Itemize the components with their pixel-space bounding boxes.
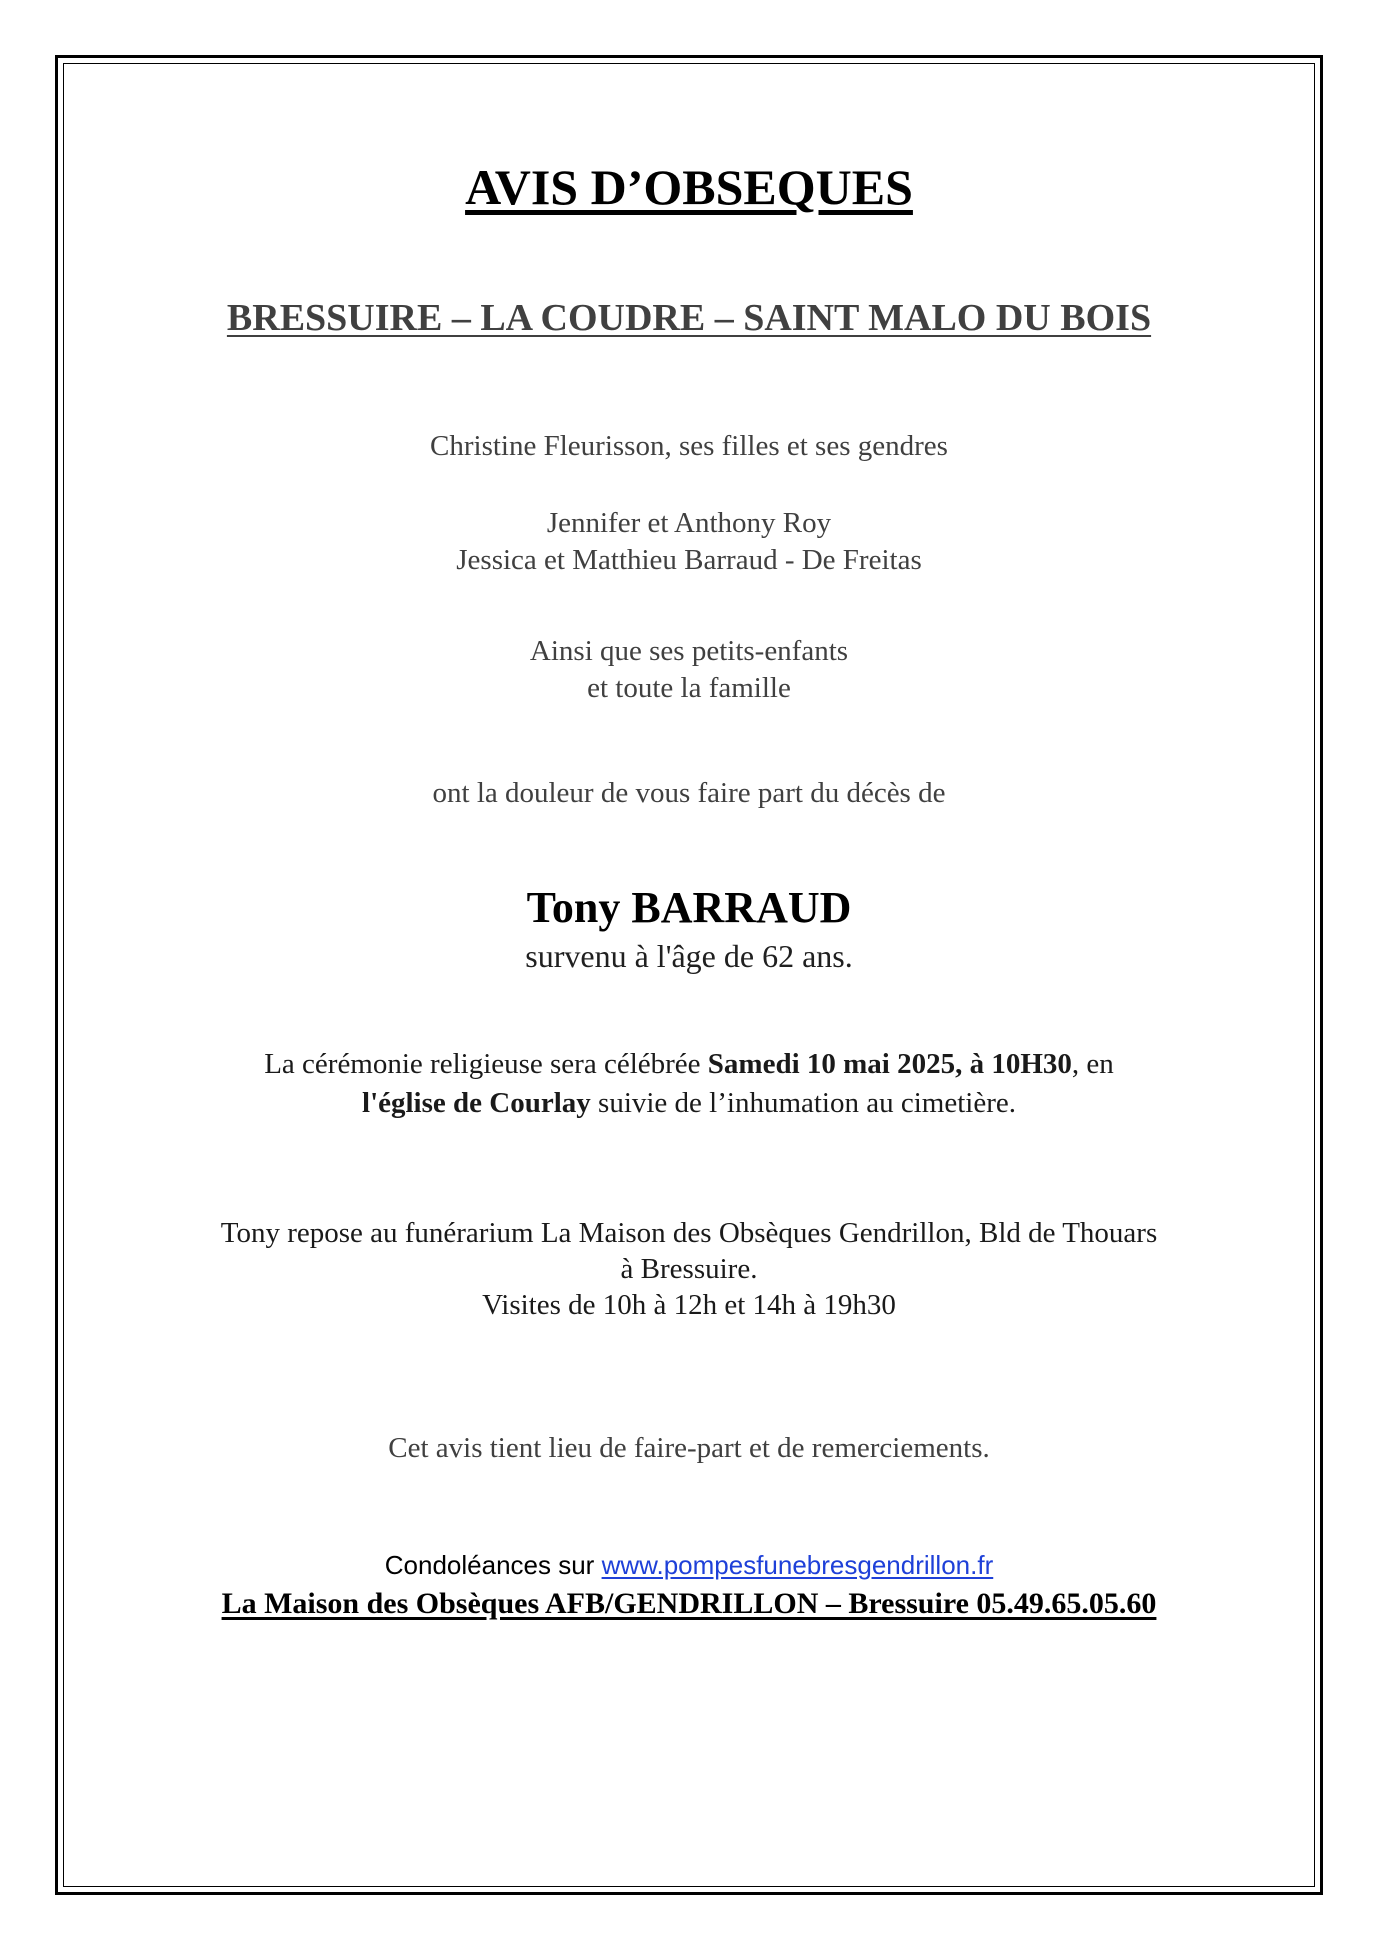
deceased-name: Tony BARRAUD xyxy=(526,883,852,932)
family-couple-2: Jessica et Matthieu Barraud - De Freitas xyxy=(456,544,922,576)
visiting-hours: Visites de 10h à 12h et 14h à 19h30 xyxy=(482,1289,896,1321)
rest-place-line-2: à Bressuire. xyxy=(620,1253,758,1285)
funeral-home-contact: La Maison des Obsèques AFB/GENDRILLON – Bressuire 05.49.65.05.60 xyxy=(221,1587,1157,1620)
announcement-text: ont la douleur de vous faire part du décès de xyxy=(432,777,946,809)
ceremony-date: Samedi 10 mai 2025, à 10H30 xyxy=(707,1048,1072,1080)
ceremony-text-1: La cérémonie religieuse sera célébrée xyxy=(264,1048,708,1080)
family-intro: Christine Fleurisson, ses filles et ses gendres xyxy=(430,430,948,462)
notice-content xyxy=(70,70,1308,1880)
rest-place-line-1: Tony repose au funérarium La Maison des Obsèques Gendrillon, Bld de Thouars xyxy=(220,1217,1158,1249)
ceremony-line-2 xyxy=(70,1087,1308,1120)
condolences-label: Condoléances sur xyxy=(384,1550,602,1580)
ceremony-line-1 xyxy=(70,1048,1308,1081)
notice-text: Cet avis tient lieu de faire-part et de remerciements. xyxy=(388,1432,990,1464)
condolences-line xyxy=(70,1550,1308,1581)
ceremony-text-2: , en xyxy=(1071,1048,1114,1080)
ceremony-text-3: suivie de l’inhumation au cimetière. xyxy=(590,1087,1016,1119)
deceased-age: survenu à l'âge de 62 ans. xyxy=(525,938,853,974)
ceremony-place: l'église de Courlay xyxy=(362,1087,591,1119)
page-title: AVIS D’OBSEQUES xyxy=(465,159,913,215)
family-couple-1: Jennifer et Anthony Roy xyxy=(546,507,832,539)
family-grandchildren: Ainsi que ses petits-enfants xyxy=(529,635,849,667)
condolences-link[interactable]: www.pompesfunebresgendrillon.fr xyxy=(601,1550,994,1580)
towns-heading: BRESSUIRE – LA COUDRE – SAINT MALO DU BOIS xyxy=(226,297,1152,339)
family-rest: et toute la famille xyxy=(587,672,791,704)
